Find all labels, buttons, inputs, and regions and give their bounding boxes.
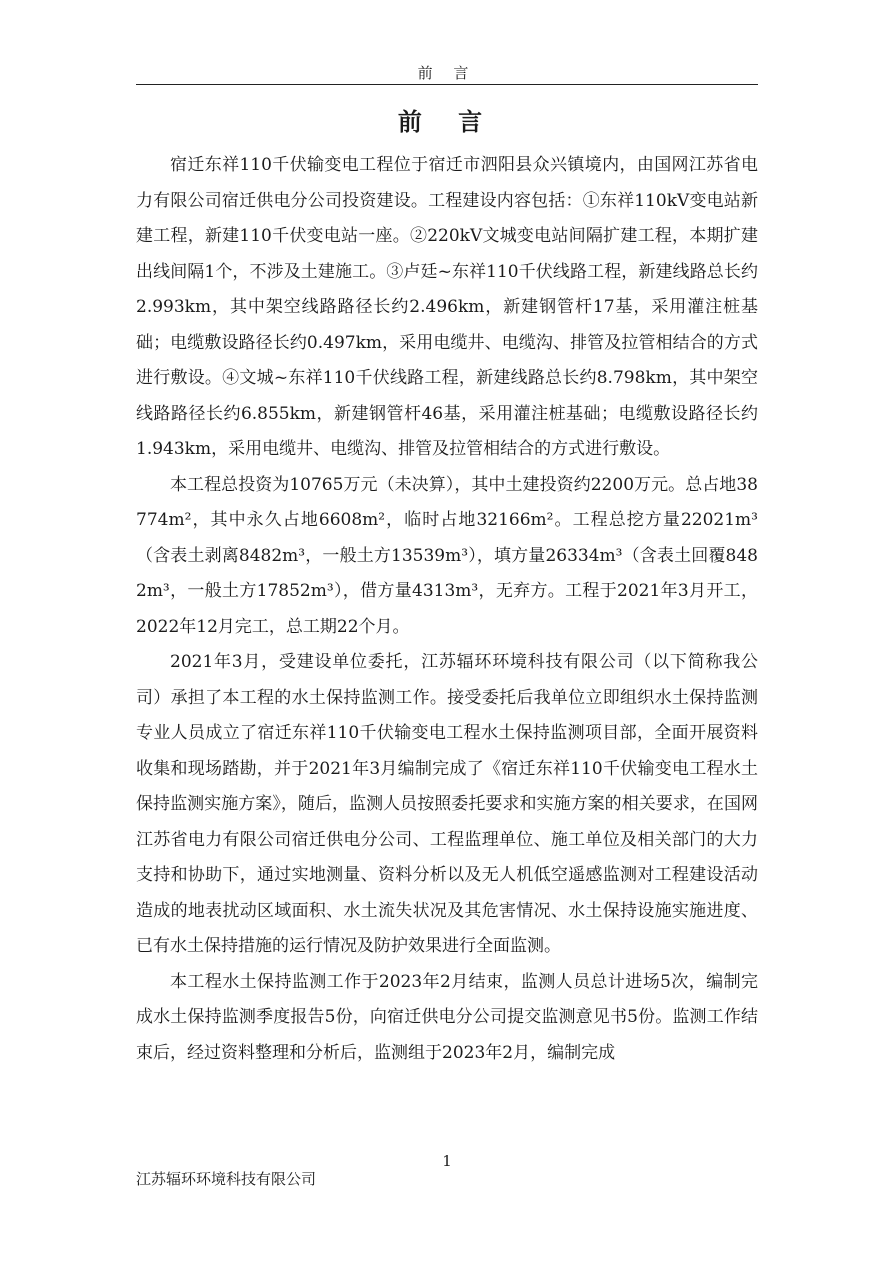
- page-title: 前 言: [397, 107, 497, 136]
- paragraph-2: 本工程总投资为10765万元（未决算），其中土建投资约2200万元。总占地38774m²，其中永久占地6608m²，临时占地32166m²。工程总挖方量22021m³（含表土剥离8482m³，一般土方13539m³），填方量26334m³（含表土回覆8482m³，一般土方17852m³），借方量4313m³，无弃方。工程于2021年3月开工，2022年12月完工，总工期22个月。: [136, 474, 758, 637]
- paragraph-1: 宿迁东祥110千伏输变电工程位于宿迁市泗阳县众兴镇境内，由国网江苏省电力有限公司宿迁供电分公司投资建设。工程建设内容包括：①东祥110kV变电站新建工程，新建110千伏变电站一座。②220kV文城变电站间隔扩建工程，本期扩建出线间隔1个，不涉及土建施工。③卢廷~东祥110千伏线路工程，新建线路总长约2.993km，其中架空线路路径长约2.496km，新建钢管杆17基，采用灌注桩基础；电缆敷设路径长约0.497km，采用电缆井、电缆沟、排管及拉管相结合的方式进行敷设。④文城~东祥110千伏线路工程，新建线路总长约8.798km，其中架空线路路径长约6.855km，新建钢管杆46基，采用灌注桩基础；电缆敷设路径长约1.943km，采用电缆井、电缆沟、排管及拉管相结合的方式进行敷设。: [136, 155, 758, 459]
- body-text: [136, 148, 758, 1071]
- header-rule: [136, 84, 758, 85]
- page-number: 1: [442, 1152, 452, 1170]
- paragraph-4: 本工程水土保持监测工作于2023年2月结束，监测人员总计进场5次，编制完成水土保持监测季度报告5份，向宿迁供电分公司提交监测意见书5份。监测工作结束后，经过资料整理和分析后，监测组于2023年2月，编制完成: [136, 971, 758, 1063]
- paragraph-3: 2021年3月，受建设单位委托，江苏辐环环境科技有限公司（以下简称我公司）承担了本工程的水土保持监测工作。接受委托后我单位立即组织水土保持监测专业人员成立了宿迁东祥110千伏输变电工程水土保持监测项目部，全面开展资料收集和现场踏勘，并于2021年3月编制完成了《宿迁东祥110千伏输变电工程水土保持监测实施方案》，随后，监测人员按照委托要求和实施方案的相关要求，在国网江苏省电力有限公司宿迁供电分公司、工程监理单位、施工单位及相关部门的大力支持和协助下，通过实地测量、资料分析以及无人机低空遥感监测对工程建设活动造成的地表扰动区域面积、水土流失状况及其危害情况、水土保持设施实施进度、已有水土保持措施的运行情况及防护效果进行全面监测。: [136, 652, 758, 956]
- footer-company: 江苏辐环环境科技有限公司: [136, 1170, 317, 1188]
- running-header: 前 言: [417, 64, 477, 82]
